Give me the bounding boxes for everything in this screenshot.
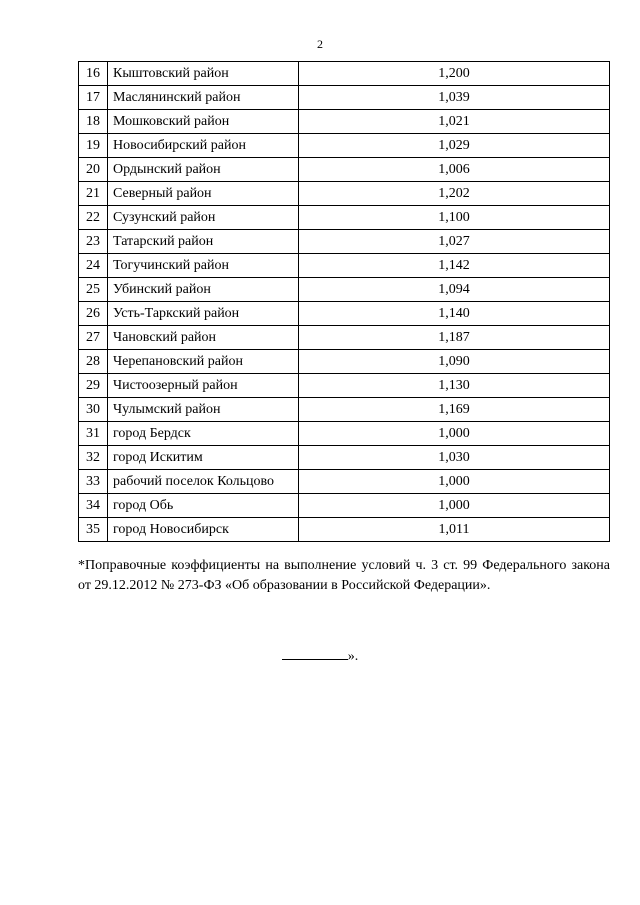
table-body — [79, 62, 610, 542]
table-row — [79, 182, 610, 206]
page-number: 2 — [317, 37, 323, 51]
row-number: 18 — [79, 110, 108, 134]
district-name: Маслянинский район — [108, 86, 299, 110]
table-row — [79, 254, 610, 278]
table-row — [79, 326, 610, 350]
district-name: рабочий поселок Кольцово — [108, 470, 299, 494]
coefficient-value: 1,140 — [299, 302, 610, 326]
table-row — [79, 374, 610, 398]
coefficient-value: 1,200 — [299, 62, 610, 86]
coefficient-value: 1,039 — [299, 86, 610, 110]
row-number: 25 — [79, 278, 108, 302]
row-number: 22 — [79, 206, 108, 230]
row-number: 20 — [79, 158, 108, 182]
district-name: Татарский район — [108, 230, 299, 254]
table-row — [79, 62, 610, 86]
coefficient-value: 1,000 — [299, 470, 610, 494]
table-row — [79, 470, 610, 494]
table-row — [79, 446, 610, 470]
coefficient-value: 1,202 — [299, 182, 610, 206]
table-row — [79, 278, 610, 302]
table-row — [79, 206, 610, 230]
district-name: Тогучинский район — [108, 254, 299, 278]
row-number: 33 — [79, 470, 108, 494]
coefficient-value: 1,169 — [299, 398, 610, 422]
closing-quote: ». — [347, 649, 359, 664]
district-name: Убинский район — [108, 278, 299, 302]
district-name: город Искитим — [108, 446, 299, 470]
row-number: 34 — [79, 494, 108, 518]
row-number: 21 — [79, 182, 108, 206]
row-number: 32 — [79, 446, 108, 470]
row-number: 16 — [79, 62, 108, 86]
coefficient-value: 1,027 — [299, 230, 610, 254]
closing-underline — [282, 647, 348, 660]
district-name: Чистоозерный район — [108, 374, 299, 398]
row-number: 23 — [79, 230, 108, 254]
district-name: Мошковский район — [108, 110, 299, 134]
row-number: 30 — [79, 398, 108, 422]
row-number: 24 — [79, 254, 108, 278]
district-name: город Бердск — [108, 422, 299, 446]
district-name: Чулымский район — [108, 398, 299, 422]
footnote: *Поправочные коэффициенты на выполнение условий ч. 3 ст. 99 Федерального закона от 29.12.2012 № 273-ФЗ «Об образовании в Российской Федерации». — [78, 558, 610, 593]
coefficients-table — [78, 61, 610, 542]
coefficient-value: 1,030 — [299, 446, 610, 470]
table-row — [79, 230, 610, 254]
table-row — [79, 302, 610, 326]
coefficient-value: 1,000 — [299, 422, 610, 446]
district-name: Чановский район — [108, 326, 299, 350]
district-name: Сузунский район — [108, 206, 299, 230]
row-number: 27 — [79, 326, 108, 350]
row-number: 35 — [79, 518, 108, 542]
district-name: Новосибирский район — [108, 134, 299, 158]
table-row — [79, 110, 610, 134]
coefficient-value: 1,029 — [299, 134, 610, 158]
table-row — [79, 494, 610, 518]
table-row — [79, 422, 610, 446]
coefficient-value: 1,021 — [299, 110, 610, 134]
coefficient-value: 1,006 — [299, 158, 610, 182]
coefficient-value: 1,094 — [299, 278, 610, 302]
row-number: 17 — [79, 86, 108, 110]
table-row — [79, 350, 610, 374]
row-number: 19 — [79, 134, 108, 158]
district-name: Кыштовский район — [108, 62, 299, 86]
row-number: 29 — [79, 374, 108, 398]
table-row — [79, 398, 610, 422]
district-name: Усть-Таркский район — [108, 302, 299, 326]
coefficient-value: 1,187 — [299, 326, 610, 350]
table-row — [79, 158, 610, 182]
district-name: Ордынский район — [108, 158, 299, 182]
closing-mark — [0, 647, 640, 665]
row-number: 28 — [79, 350, 108, 374]
coefficient-value: 1,130 — [299, 374, 610, 398]
district-name: город Обь — [108, 494, 299, 518]
coefficient-value: 1,090 — [299, 350, 610, 374]
row-number: 31 — [79, 422, 108, 446]
district-name: Черепановский район — [108, 350, 299, 374]
district-name: Северный район — [108, 182, 299, 206]
coefficient-value: 1,011 — [299, 518, 610, 542]
table-row — [79, 86, 610, 110]
table-row — [79, 518, 610, 542]
table-row — [79, 134, 610, 158]
district-name: город Новосибирск — [108, 518, 299, 542]
row-number: 26 — [79, 302, 108, 326]
coefficient-value: 1,142 — [299, 254, 610, 278]
coefficient-value: 1,100 — [299, 206, 610, 230]
coefficient-value: 1,000 — [299, 494, 610, 518]
